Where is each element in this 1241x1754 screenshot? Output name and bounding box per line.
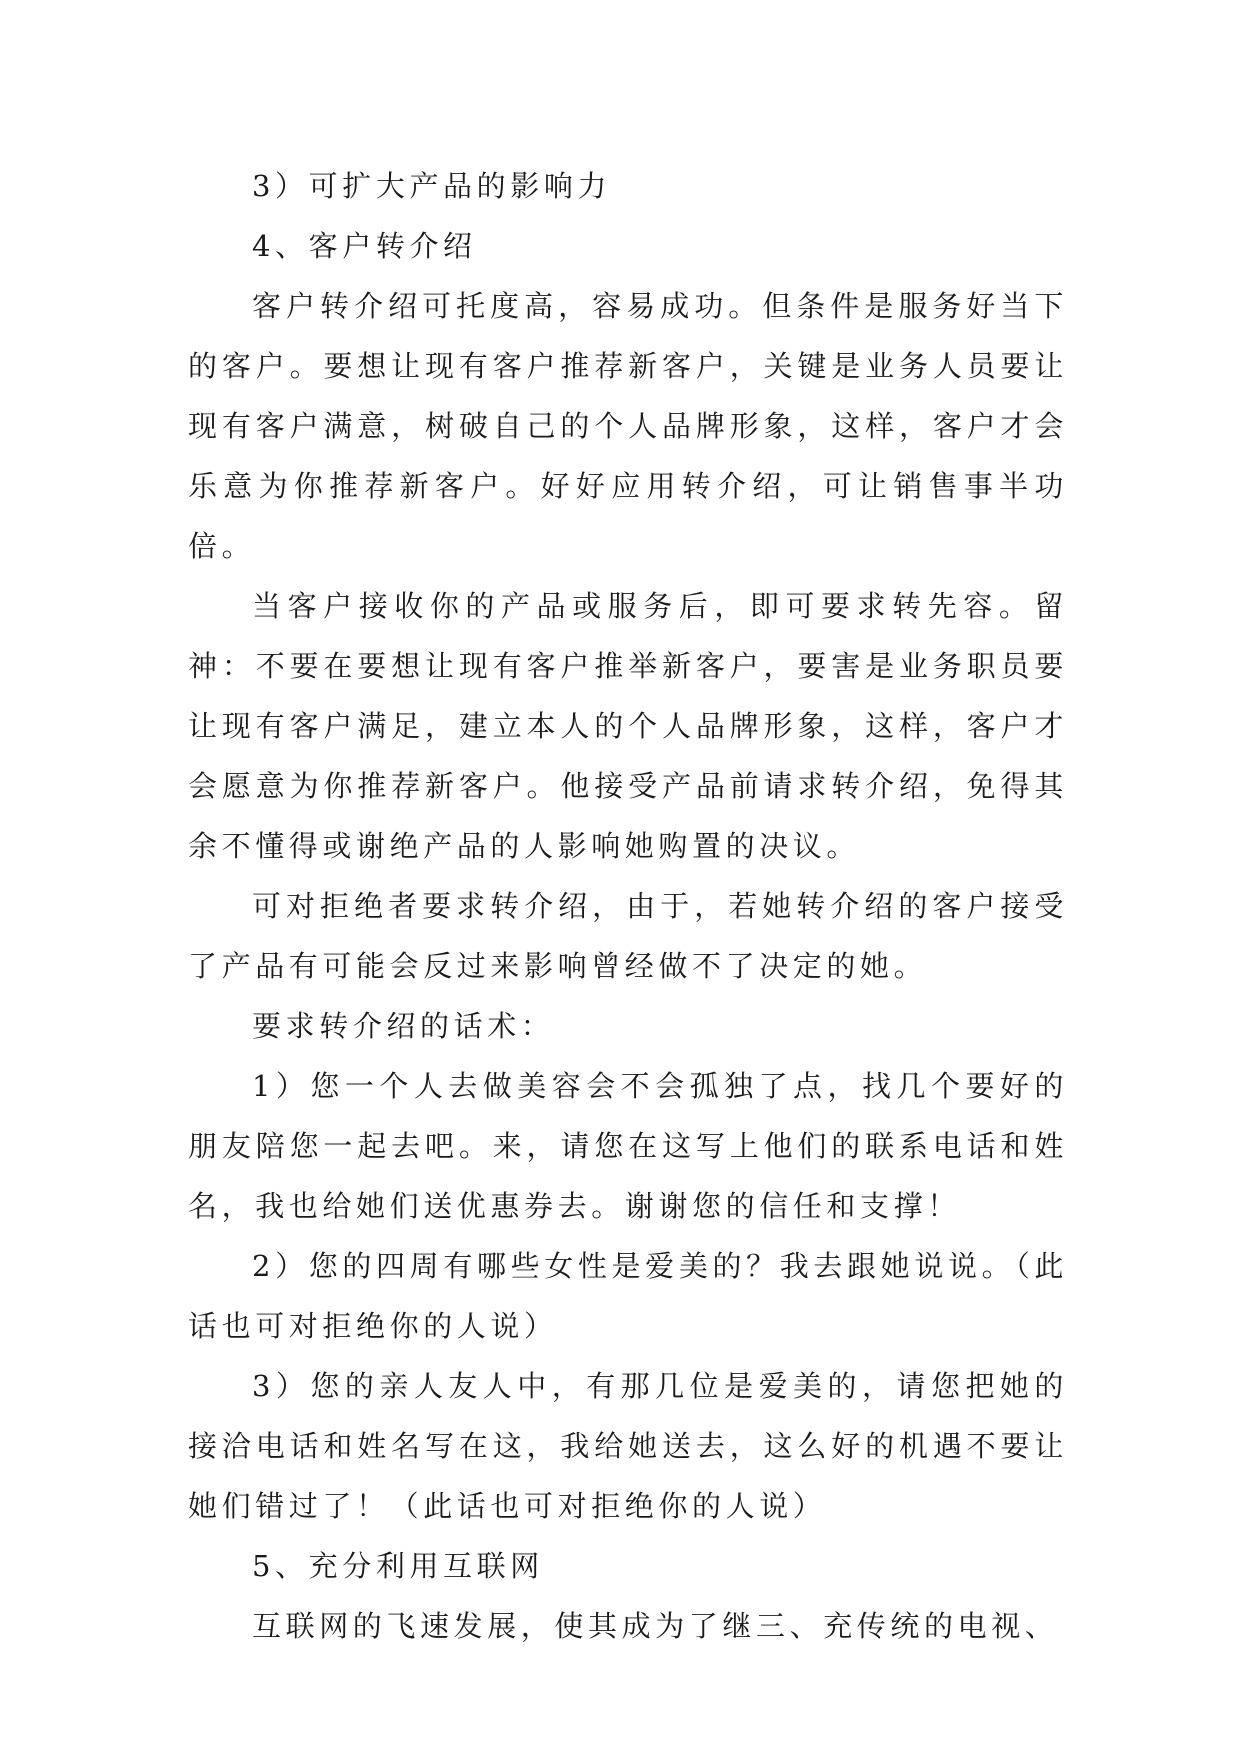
paragraph: 要求转介绍的话术： [252, 1009, 555, 1043]
paragraph: 客户转介绍可托度高，容易成功。但条件是服务好当下的客户。要想让现有客户推荐新客户，关键是业务人员要让现有客户满意，树破自己的个人品牌形象，这样，客户才会乐意为你推荐新客户。好好应用转介绍，可让销售事半功倍。 [188, 289, 1068, 563]
paragraph: 互联网的飞速发展，使其成为了继三、充传统的电视、 [252, 1609, 1059, 1643]
paragraph: 2）您的四周有哪些女性是爱美的？我去跟她说说。（此话也可对拒绝你的人说） [188, 1249, 1068, 1343]
section-heading: 4、客户转介绍 [252, 229, 477, 263]
paragraph: 1）您一个人去做美容会不会孤独了点，找几个要好的朋友陪您一起去吧。来，请您在这写上他们的联系电话和姓名，我也给她们送优惠券去。谢谢您的信任和支撑！ [188, 1069, 1068, 1223]
paragraph: 3）可扩大产品的影响力 [252, 169, 612, 203]
section-heading: 5、充分利用互联网 [252, 1549, 544, 1583]
paragraph: 3）您的亲人友人中，有那几位是爱美的，请您把她的接洽电话和姓名写在这，我给她送去，这么好的机遇不要让她们错过了！（此话也可对拒绝你的人说） [188, 1369, 1068, 1523]
paragraph: 可对拒绝者要求转介绍，由于，若她转介绍的客户接受了产品有可能会反过来影响曾经做不了决定的她。 [188, 889, 1068, 983]
paragraph: 当客户接收你的产品或服务后，即可要求转先容。留神：不要在要想让现有客户推举新客户，要害是业务职员要让现有客户满足，建立本人的个人品牌形象，这样，客户才会愿意为你推荐新客户。他接受产品前请求转介绍，免得其余不懂得或谢绝产品的人影响她购置的决议。 [188, 589, 1068, 863]
body-text [188, 156, 1068, 1656]
